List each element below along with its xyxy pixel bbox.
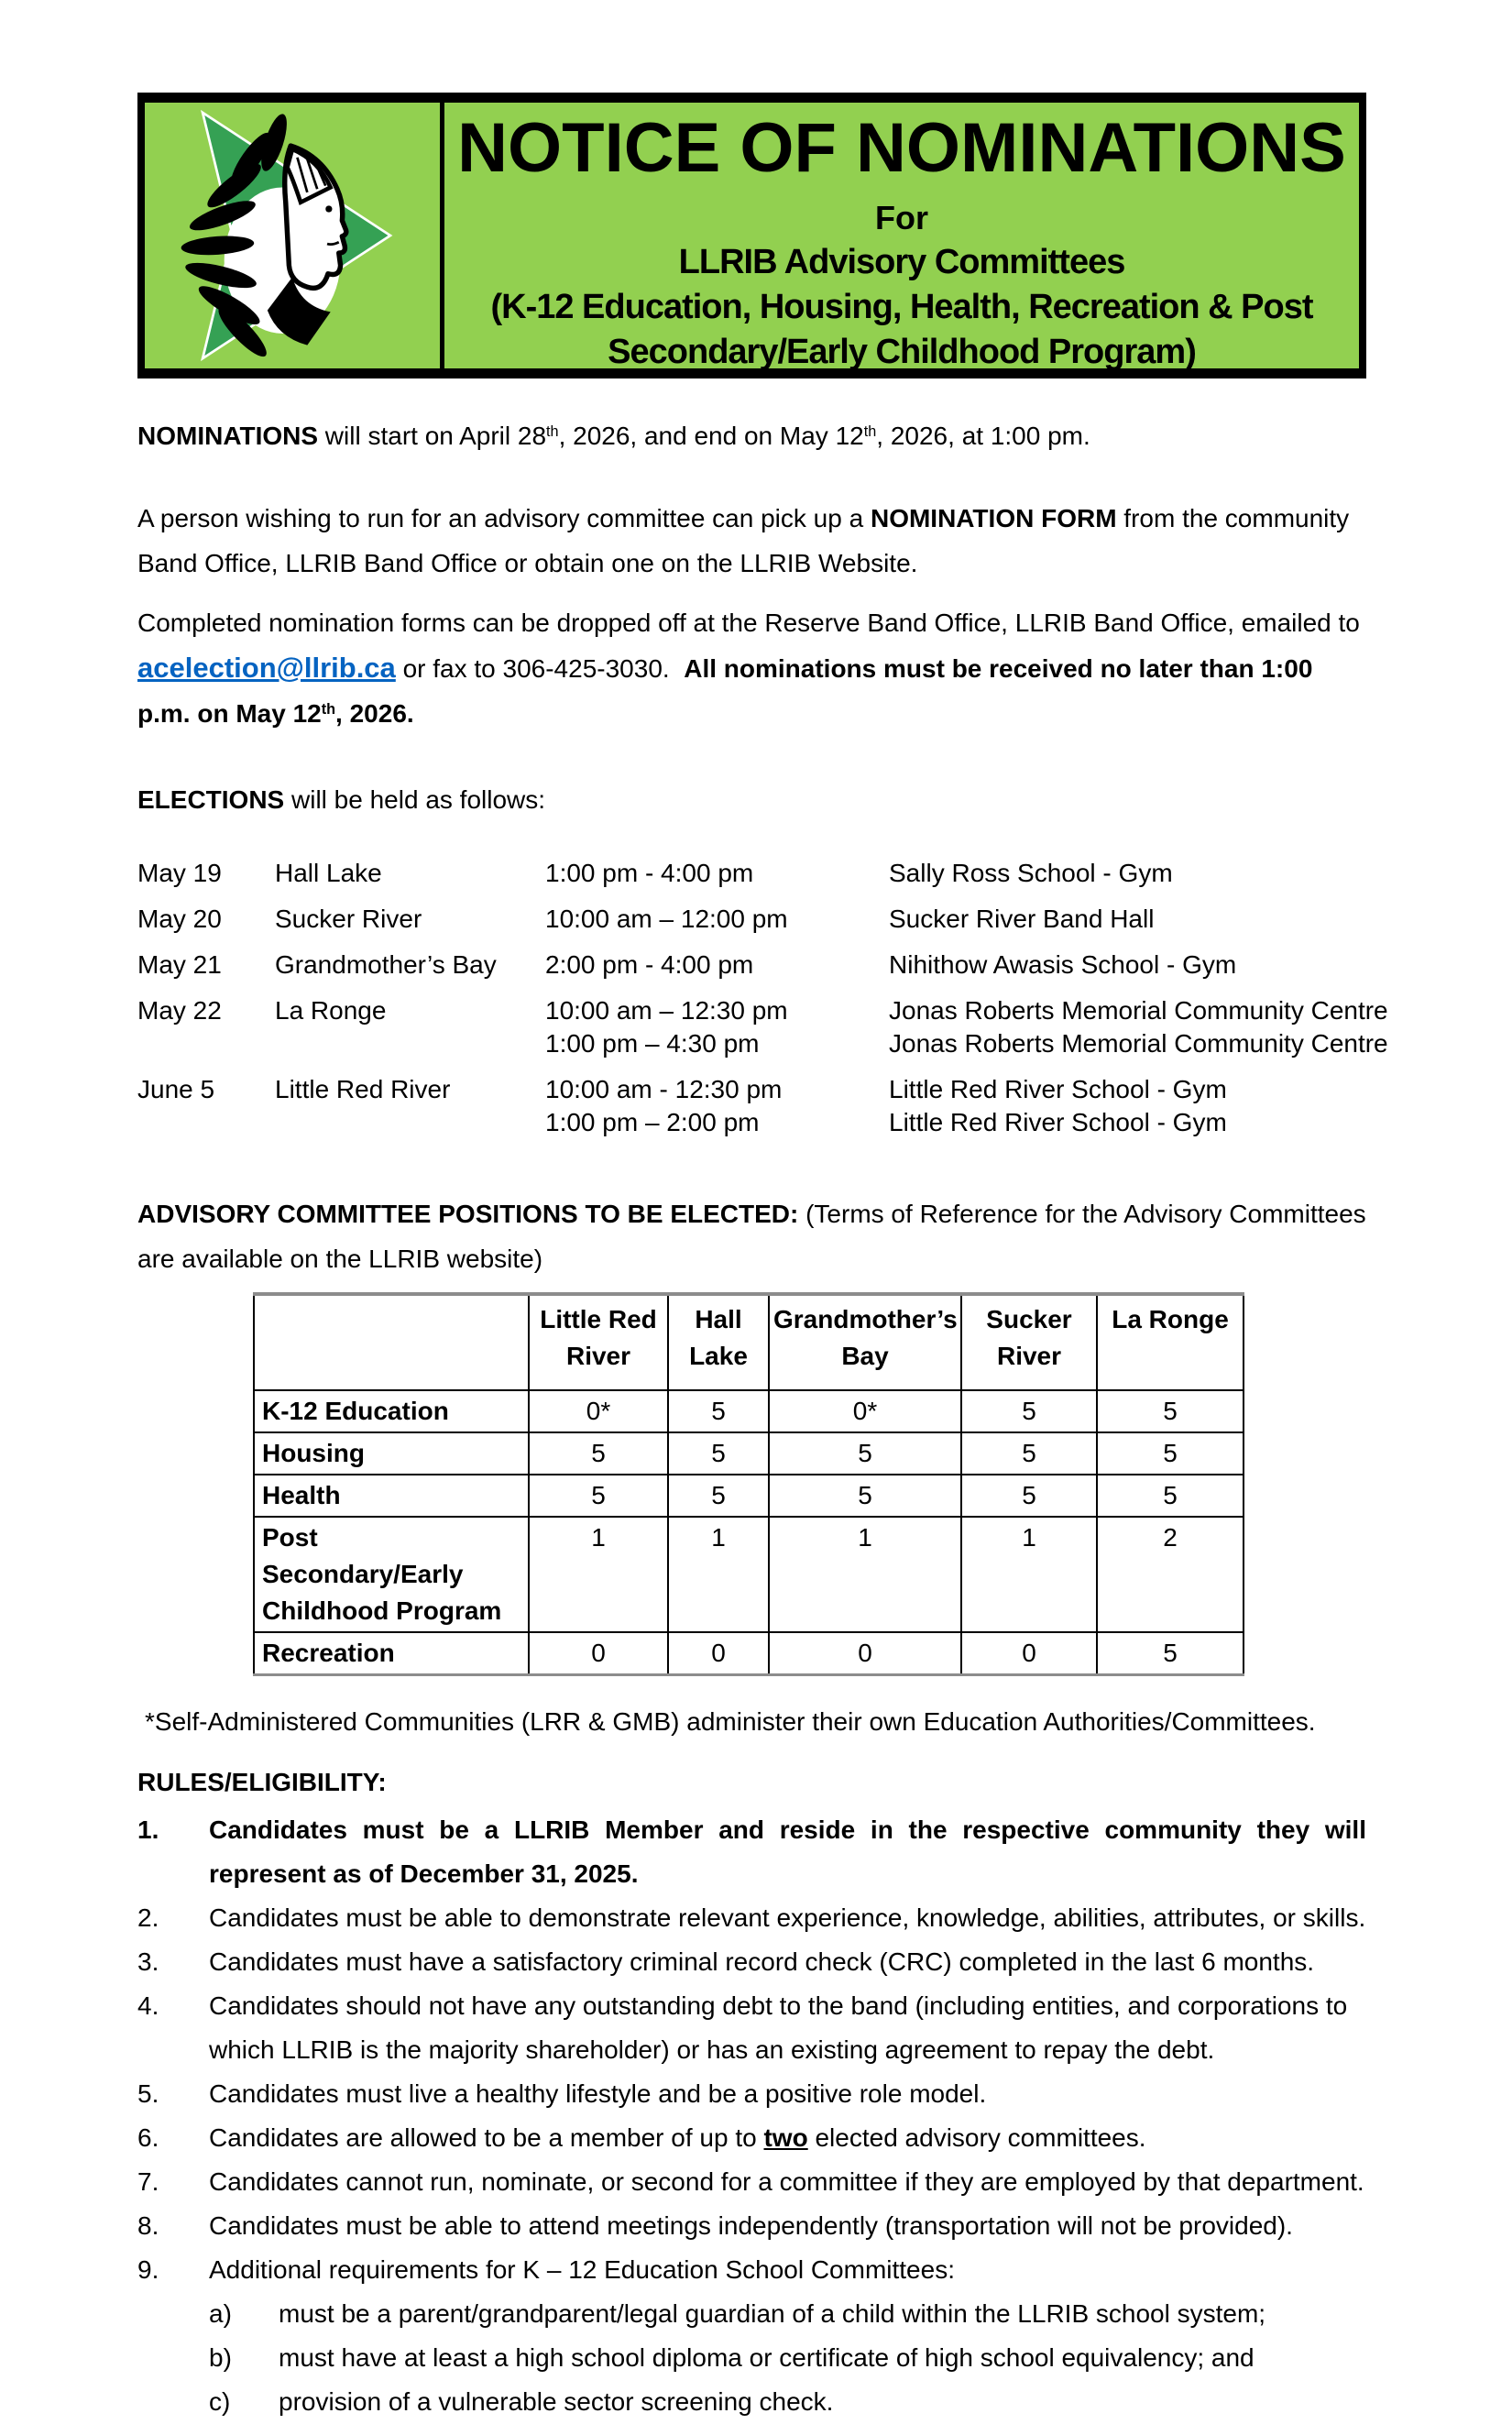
- rule-text: Additional requirements for K – 12 Education School Committees:: [209, 2255, 955, 2284]
- rule-number: 3.: [137, 1947, 159, 1976]
- banner-subtitle-programs-2: Secondary/Early Childhood Program): [608, 333, 1196, 371]
- position-count-cell: 5: [529, 1475, 668, 1517]
- column-header: Hall Lake: [668, 1294, 769, 1390]
- rule-number: 5.: [137, 2079, 159, 2108]
- rule-text: Candidates should not have any outstanding debt to the band (including entities, and corporations to which LLRIB is the majority shareholder) or has an existing agreement to repay the debt.: [209, 1991, 1348, 2064]
- subitem-text: must be a parent/grandparent/legal guardian of a child within the LLRIB school system;: [279, 2299, 1266, 2328]
- subitem-letter: a): [209, 2299, 232, 2328]
- column-header: La Ronge: [1097, 1294, 1244, 1390]
- rule-item: [137, 1984, 1366, 2072]
- rule-text: Candidates must be able to attend meetings independently (transportation will not be provided).: [209, 2211, 1293, 2240]
- rule-subitem: [209, 2336, 1366, 2380]
- nominations-dates-paragraph: NOMINATIONS will start on April 28th, 2026, and end on May 12th, 2026, at 1:00 pm.: [137, 422, 1090, 450]
- rule-item: [137, 2204, 1366, 2248]
- election-schedule-row: [137, 859, 1366, 889]
- position-count-cell: 0: [961, 1632, 1097, 1675]
- election-schedule-row: [137, 1108, 1366, 1138]
- schedule-time: 10:00 am – 12:00 pm: [545, 905, 788, 933]
- banner-logo-cell: [145, 103, 444, 368]
- schedule-date: May 21: [137, 950, 222, 979]
- rules-list: [137, 1808, 1366, 2424]
- schedule-community: Grandmother’s Bay: [275, 950, 497, 979]
- position-count-cell: 1: [961, 1517, 1097, 1632]
- election-schedule-row: [137, 905, 1366, 935]
- position-count-cell: 5: [961, 1475, 1097, 1517]
- rule-item: [137, 2248, 1366, 2292]
- table-header-row: [254, 1294, 1244, 1390]
- rule-item: [137, 2160, 1366, 2204]
- position-count-cell: 5: [769, 1475, 961, 1517]
- position-count-cell: 1: [769, 1517, 961, 1632]
- rule-number: 9.: [137, 2255, 159, 2284]
- rule-text: Candidates cannot run, nominate, or second for a committee if they are employed by that department.: [209, 2167, 1364, 2196]
- election-schedule-row: [137, 996, 1388, 1026]
- position-count-cell: 5: [961, 1432, 1097, 1475]
- table-row: [254, 1475, 1244, 1517]
- subitem-letter: b): [209, 2343, 232, 2372]
- schedule-location: Nihithow Awasis School - Gym: [889, 950, 1237, 979]
- position-count-cell: 5: [668, 1475, 769, 1517]
- rule-item: [137, 2116, 1366, 2160]
- schedule-date: May 22: [137, 996, 222, 1025]
- subitem-text: provision of a vulnerable sector screening check.: [279, 2387, 834, 2416]
- row-label: Housing: [254, 1432, 529, 1475]
- rule-item: [137, 1808, 1366, 1896]
- position-count-cell: 5: [1097, 1475, 1244, 1517]
- schedule-time: 1:00 pm - 4:00 pm: [545, 859, 754, 887]
- rule-number: 2.: [137, 1903, 159, 1932]
- position-count-cell: 1: [529, 1517, 668, 1632]
- column-header: Little Red River: [529, 1294, 668, 1390]
- schedule-time: 10:00 am – 12:30 pm: [545, 996, 788, 1025]
- positions-table: [253, 1292, 1244, 1676]
- table-row: [254, 1390, 1244, 1432]
- table-row: [254, 1632, 1244, 1675]
- rule-text: Candidates must be able to demonstrate relevant experience, knowledge, abilities, attributes, or skills.: [209, 1903, 1366, 1932]
- rule-text: Candidates must live a healthy lifestyle and be a positive role model.: [209, 2079, 987, 2108]
- position-count-cell: 1: [668, 1517, 769, 1632]
- rule-text: Candidates are allowed to be a member of up to two elected advisory committees.: [209, 2123, 1146, 2152]
- rule-item: [137, 1940, 1366, 1984]
- banner-subtitle-committees: LLRIB Advisory Committees: [678, 243, 1125, 281]
- row-label: Health: [254, 1475, 529, 1517]
- election-schedule-row: [137, 950, 1366, 981]
- row-label: Recreation: [254, 1632, 529, 1675]
- schedule-location: Sally Ross School - Gym: [889, 859, 1173, 887]
- position-count-cell: 5: [668, 1390, 769, 1432]
- position-count-cell: 5: [529, 1432, 668, 1475]
- position-count-cell: 0: [769, 1632, 961, 1675]
- schedule-community: Little Red River: [275, 1075, 451, 1103]
- schedule-location: Little Red River School - Gym: [889, 1075, 1227, 1103]
- position-count-cell: 5: [1097, 1432, 1244, 1475]
- election-schedule-row: [137, 1075, 1366, 1105]
- subitem-letter: c): [209, 2387, 231, 2416]
- banner-subtitle-for: For: [875, 199, 928, 236]
- schedule-location: Jonas Roberts Memorial Community Centre: [889, 996, 1388, 1025]
- table-row: [254, 1432, 1244, 1475]
- rule-item: [137, 1896, 1366, 1940]
- rule-number: 7.: [137, 2167, 159, 2196]
- position-count-cell: 5: [668, 1432, 769, 1475]
- position-count-cell: 2: [1097, 1517, 1244, 1632]
- positions-heading: ADVISORY COMMITTEE POSITIONS TO BE ELECTED: (Terms of Reference for the Advisory Committees are available on the LLRIB website): [137, 1200, 1366, 1273]
- banner-title: NOTICE OF NOMINATIONS: [457, 109, 1346, 187]
- position-count-cell: 0: [668, 1632, 769, 1675]
- subitem-text: must have at least a high school diploma or certificate of high school equivalency; and: [279, 2343, 1255, 2372]
- column-header: [254, 1294, 529, 1390]
- rule-text: Candidates must have a satisfactory criminal record check (CRC) completed in the last 6 months.: [209, 1947, 1315, 1976]
- schedule-location: Sucker River Band Hall: [889, 905, 1155, 933]
- banner-subtitle-programs-1: (K-12 Education, Housing, Health, Recreation & Post: [490, 288, 1313, 326]
- schedule-date: May 20: [137, 905, 222, 933]
- email-link[interactable]: acelection@llrib.ca: [137, 652, 396, 684]
- rule-number: 6.: [137, 2123, 159, 2152]
- rule-number: 8.: [137, 2211, 159, 2240]
- nomination-form-paragraph: A person wishing to run for an advisory committee can pick up a NOMINATION FORM from the community Band Office, LLRIB Band Office or obtain one on the LLRIB Website.: [137, 504, 1350, 577]
- column-header: Grandmother’s Bay: [769, 1294, 961, 1390]
- election-schedule-row: [137, 1029, 1388, 1059]
- schedule-community: Hall Lake: [275, 859, 382, 887]
- schedule-date: June 5: [137, 1075, 215, 1103]
- position-count-cell: 5: [1097, 1632, 1244, 1675]
- schedule-date: May 19: [137, 859, 222, 887]
- position-count-cell: 0*: [529, 1390, 668, 1432]
- schedule-location: Little Red River School - Gym: [889, 1108, 1227, 1136]
- elections-intro: ELECTIONS will be held as follows:: [137, 785, 546, 814]
- rule-number: 4.: [137, 1991, 159, 2020]
- schedule-time: 10:00 am - 12:30 pm: [545, 1075, 783, 1103]
- rules-heading: RULES/ELIGIBILITY:: [137, 1768, 387, 1796]
- row-label: Post Secondary/Early Childhood Program: [254, 1517, 529, 1632]
- column-header: Sucker River: [961, 1294, 1097, 1390]
- chief-head-logo-icon: [168, 103, 417, 368]
- position-count-cell: 0: [529, 1632, 668, 1675]
- position-count-cell: 5: [961, 1390, 1097, 1432]
- position-count-cell: 5: [769, 1432, 961, 1475]
- position-count-cell: 0*: [769, 1390, 961, 1432]
- rule-number: 1.: [137, 1815, 159, 1844]
- submission-paragraph: Completed nomination forms can be dropped off at the Reserve Band Office, LLRIB Band Office, emailed to acelection@llrib.ca or fax to 306-425-3030. All nominations must be received no later than 1:00 p.m. on May 12th, 2026.: [137, 609, 1360, 728]
- schedule-community: Sucker River: [275, 905, 422, 933]
- rule-item: [137, 2072, 1366, 2116]
- schedule-time: 2:00 pm - 4:00 pm: [545, 950, 754, 979]
- rule-text: Candidates must be a LLRIB Member and reside in the respective community they will represent as of December 31, 2025.: [209, 1815, 1366, 1888]
- banner-text-cell: [444, 103, 1359, 371]
- rule-subitem: [209, 2292, 1366, 2336]
- schedule-community: La Ronge: [275, 996, 387, 1025]
- rule-subitem: [209, 2380, 1366, 2424]
- schedule-time: 1:00 pm – 4:30 pm: [545, 1029, 760, 1058]
- election-schedule: [137, 859, 1388, 1138]
- table-footnote: *Self-Administered Communities (LRR & GMB) administer their own Education Authorities/Committees.: [145, 1707, 1316, 1736]
- schedule-location: Jonas Roberts Memorial Community Centre: [889, 1029, 1388, 1058]
- notice-banner: [137, 93, 1366, 378]
- row-label: K-12 Education: [254, 1390, 529, 1432]
- position-count-cell: 5: [1097, 1390, 1244, 1432]
- table-row: [254, 1517, 1244, 1632]
- schedule-time: 1:00 pm – 2:00 pm: [545, 1108, 760, 1136]
